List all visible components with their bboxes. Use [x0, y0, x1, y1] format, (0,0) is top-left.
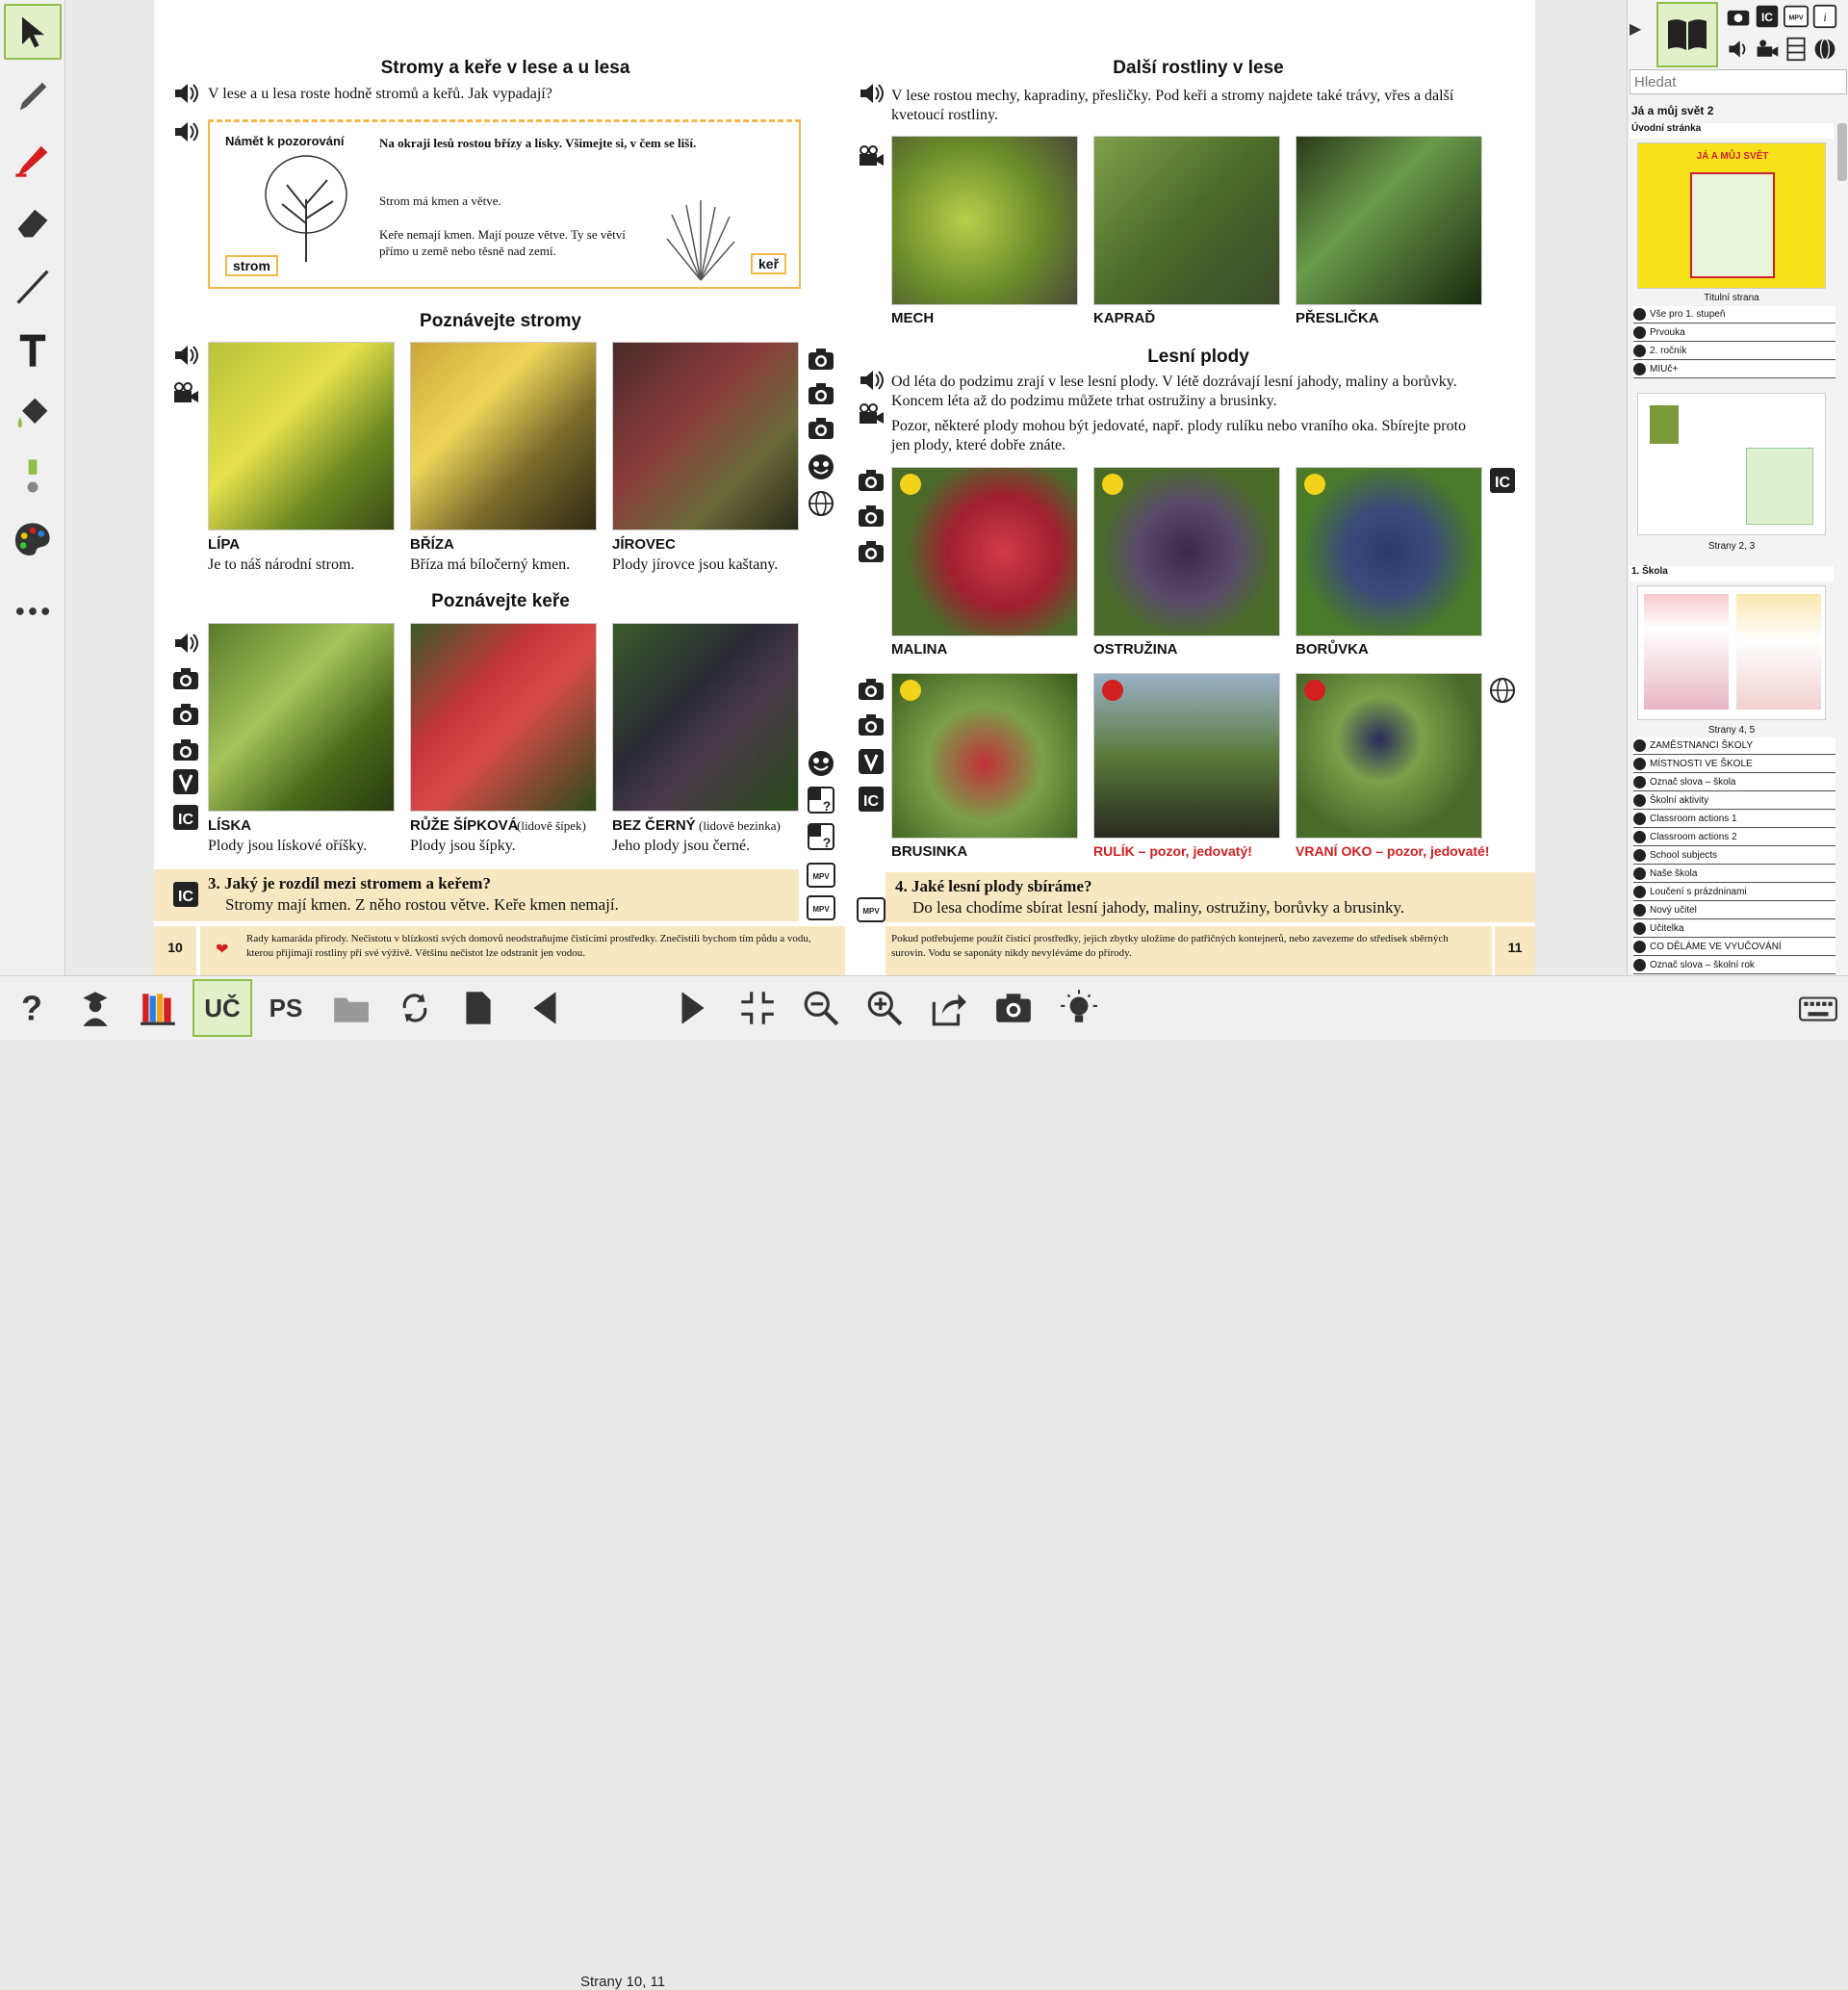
- collapse-arrows-icon: [737, 988, 778, 1028]
- books-icon: [139, 988, 179, 1028]
- zoom-in-icon: [864, 988, 905, 1028]
- info-filter-icon[interactable]: [1812, 4, 1837, 29]
- photo-camera-icon[interactable]: [857, 675, 886, 704]
- footer-text-right: Pokud potřebujeme použít čisticí prostředky, jejich zbytky uložíme do patřičných kontejnerů, nebo zavezeme do středisek sběrných surovin. Vodu se saponáty nikdy nevyléváme do přírody.: [891, 933, 1449, 959]
- photo-briza[interactable]: [410, 342, 597, 530]
- plant-name: KAPRAĎ: [1093, 310, 1156, 326]
- ic-icon[interactable]: [171, 880, 200, 909]
- ic-icon: [1633, 813, 1646, 825]
- ic-icon[interactable]: [857, 785, 886, 814]
- photo-camera-icon[interactable]: [857, 502, 886, 530]
- plant-name: MECH: [891, 310, 935, 326]
- bush-name: RŮŽE ŠÍPKOVÁ: [410, 817, 519, 834]
- camera-icon: [993, 988, 1034, 1028]
- audio-filter-icon[interactable]: [1726, 37, 1751, 62]
- page-thumbnail-2-3[interactable]: [1637, 393, 1826, 535]
- fit-screen-button[interactable]: [728, 979, 787, 1037]
- bush-drawing: [662, 195, 739, 282]
- more-dots-icon: [12, 590, 54, 633]
- arrow-right-icon: [672, 988, 712, 1028]
- cover-title: JÁ A MŮJ SVĚT: [1696, 151, 1769, 162]
- plant-name: PŘESLIČKA: [1296, 310, 1379, 326]
- photo-camera-icon[interactable]: [857, 711, 886, 739]
- photo-brusinka[interactable]: [891, 673, 1078, 839]
- palette-icon: [12, 519, 54, 561]
- video-camera-icon[interactable]: [857, 401, 886, 429]
- lightbulb-icon: [1059, 988, 1099, 1028]
- heart-icon: ❤: [216, 942, 229, 958]
- trees-title: Poznávejte stromy: [420, 311, 581, 331]
- section-title: 1. Škola: [1630, 566, 1834, 581]
- fruits-text1: Od léta do podzimu zrají v lese lesní plody. V létě dozrávají lesní jahody, maliny a borůvky. Koncem léta až do podzimu můžete trhat ostružiny a brusinky.: [891, 374, 1457, 409]
- panel-collapse-icon[interactable]: ▶: [1630, 21, 1642, 38]
- photo-lipa[interactable]: [208, 342, 395, 530]
- sync-icon: [395, 988, 435, 1028]
- resource-link[interactable]: Loučení s prázdninami: [1633, 884, 1835, 901]
- paint-bucket-icon: [12, 392, 54, 434]
- keyboard-icon: [1798, 988, 1838, 1028]
- resource-link[interactable]: CO DĚLÁME VE VYUČOVÁNÍ: [1633, 939, 1835, 956]
- speaker-icon[interactable]: [171, 341, 200, 370]
- document-icon: [458, 988, 499, 1028]
- photo-camera-icon[interactable]: [171, 700, 200, 729]
- ic-icon: [1633, 849, 1646, 862]
- speaker-icon[interactable]: [171, 629, 200, 658]
- video-camera-icon[interactable]: [857, 142, 886, 171]
- fruit-name: MALINA: [891, 641, 948, 658]
- box-text2: Strom má kmen a větve.: [379, 194, 501, 208]
- photo-camera-icon[interactable]: [857, 466, 886, 495]
- resource-link[interactable]: ZAMĚSTNANCI ŠKOLY: [1633, 737, 1835, 755]
- globe-icon: [1633, 363, 1646, 375]
- tree-desc: Je to náš národní strom.: [208, 556, 355, 573]
- help-button[interactable]: [2, 979, 62, 1037]
- resource-link[interactable]: Naše škola: [1633, 866, 1835, 883]
- tree-desc: Bříza má bíločerný kmen.: [410, 556, 571, 573]
- photo-camera-icon[interactable]: [807, 379, 835, 408]
- photo-boruvka[interactable]: [1296, 467, 1482, 636]
- thumb-caption: Titulní strana: [1704, 293, 1759, 303]
- resource-link[interactable]: 2. ročník: [1633, 343, 1835, 360]
- svg-text:?: ?: [21, 989, 42, 1028]
- svg-text:MPV: MPV: [812, 872, 830, 881]
- search-input[interactable]: [1630, 69, 1847, 94]
- line-icon: [12, 265, 54, 307]
- arrow-left-icon: [526, 988, 566, 1028]
- ic-icon: [1633, 776, 1646, 788]
- bush-desc: Plody jsou šípky.: [410, 838, 516, 854]
- video-icon: [1633, 758, 1646, 770]
- question-mark-icon: [12, 988, 52, 1028]
- bush-note: (lidově bezinka): [699, 818, 781, 833]
- speaker-icon[interactable]: [171, 117, 200, 146]
- smiley-safe-icon: [900, 474, 921, 495]
- svg-text:MPV: MPV: [862, 907, 880, 916]
- keyboard-button[interactable]: [1788, 979, 1848, 1037]
- globe-icon: [1633, 308, 1646, 321]
- answer-right: Do lesa chodíme sbírat lesní jahody, maliny, ostružiny, borůvky a brusinky.: [912, 898, 1405, 917]
- page-indicator: Strany 10, 11: [580, 1974, 666, 1990]
- label-bush: keř: [751, 253, 786, 274]
- right-intro: V lese rostou mechy, kapradiny, přesličky. Pod keři a stromy najdete také trávy, vřes a další kvetoucí rostliny.: [891, 88, 1454, 123]
- question-right: 4. Jaké lesní plody sbíráme?: [895, 877, 1092, 895]
- thumb-caption: Strany 2, 3: [1707, 541, 1756, 552]
- left-intro: V lese a u lesa roste hodně stromů a keřů. Jak vypadají?: [208, 86, 552, 102]
- bush-desc: Plody jsou lískové oříšky.: [208, 838, 368, 854]
- poison-warning: RULÍK – pozor, jedovatý!: [1093, 843, 1252, 859]
- svg-text:MPV: MPV: [1788, 14, 1804, 22]
- teacher-mode-button[interactable]: UČ: [192, 979, 252, 1037]
- page-button[interactable]: [449, 979, 508, 1037]
- bush-desc: Jeho plody jsou černé.: [612, 838, 751, 854]
- size-tool[interactable]: [4, 449, 62, 504]
- photo-camera-icon[interactable]: [171, 664, 200, 693]
- ic-icon: [1633, 831, 1646, 843]
- ic-icon: [1633, 959, 1646, 971]
- photo-liska[interactable]: [208, 623, 395, 812]
- resource-link[interactable]: Prvouka: [1633, 324, 1835, 342]
- mpv-icon: [1633, 922, 1646, 935]
- open-folder-button[interactable]: [321, 979, 381, 1037]
- left-page-title: Stromy a keře v lese a u lesa: [380, 58, 630, 78]
- photo-preslicka[interactable]: [1296, 136, 1482, 305]
- line-tool[interactable]: [4, 258, 62, 314]
- speaker-icon[interactable]: [857, 79, 886, 108]
- poison-warning: VRANÍ OKO – pozor, jedovaté!: [1296, 843, 1490, 859]
- smiley-game-icon[interactable]: [807, 452, 835, 481]
- video-icon: [1633, 941, 1646, 953]
- arrow-cursor-icon: [12, 11, 54, 53]
- svg-text:IC: IC: [863, 793, 879, 810]
- resource-link[interactable]: Classroom actions 1: [1633, 811, 1835, 828]
- mpv-icon[interactable]: [807, 893, 835, 922]
- fruit-name: BORŮVKA: [1296, 641, 1369, 658]
- left-toolbar: [0, 0, 65, 975]
- photo-ostruzina[interactable]: [1093, 467, 1280, 636]
- speaker-icon[interactable]: [857, 366, 886, 395]
- page-number-left: 10: [167, 940, 183, 955]
- thumb-page-4: [1644, 594, 1729, 710]
- photo-camera-icon[interactable]: [857, 537, 886, 566]
- eraser-tool[interactable]: [4, 194, 62, 250]
- textbook-spread: [154, 0, 1535, 975]
- photo-ruze[interactable]: [410, 623, 597, 812]
- checkmark-exercise-icon[interactable]: [171, 767, 200, 796]
- photo-jirovec[interactable]: [612, 342, 799, 530]
- workbook-button[interactable]: PS: [269, 993, 303, 1022]
- mpv-icon[interactable]: [807, 861, 835, 890]
- text-tool[interactable]: [4, 322, 62, 377]
- fruits-title: Lesní plody: [1147, 347, 1249, 367]
- tree-drawing: [258, 151, 354, 267]
- right-panel: [1627, 0, 1848, 975]
- red-marker-icon: [12, 138, 54, 180]
- thumb-caption: Strany 4, 5: [1707, 725, 1756, 736]
- globe-icon: [1633, 326, 1646, 339]
- zoom-in-button[interactable]: [855, 979, 914, 1037]
- marker-tool[interactable]: [4, 131, 62, 187]
- photo-camera-icon[interactable]: [807, 414, 835, 443]
- answer-left: Stromy mají kmen. Z něho rostou větve. Keře kmen nemají.: [225, 895, 619, 914]
- photo-bez[interactable]: [612, 623, 799, 812]
- resource-link[interactable]: Classroom actions 2: [1633, 829, 1835, 846]
- resource-link[interactable]: MIUč+: [1633, 361, 1835, 378]
- ic-icon[interactable]: [1488, 466, 1517, 495]
- refresh-button[interactable]: [385, 979, 445, 1037]
- pencil-tool[interactable]: [4, 67, 62, 123]
- photo-camera-icon[interactable]: [171, 736, 200, 764]
- section-title: Úvodní stránka: [1630, 123, 1834, 139]
- photo-vrani-oko[interactable]: [1296, 673, 1482, 839]
- globe-link-icon[interactable]: [807, 489, 835, 518]
- size-dot-icon: [12, 455, 54, 498]
- teacher-button[interactable]: [65, 979, 125, 1037]
- thumb-table: [1746, 448, 1813, 525]
- globe-icon: [1633, 345, 1646, 357]
- right-page-title: Další rostliny v lese: [1113, 58, 1284, 78]
- bush-name: BEZ ČERNÝ: [612, 817, 696, 834]
- text-t-icon: [12, 328, 54, 371]
- mpv-icon: [1633, 886, 1646, 898]
- svg-text:?: ?: [822, 798, 832, 814]
- question-puzzle-icon[interactable]: [807, 786, 835, 814]
- question-left: 3. Jaký je rozdíl mezi stromem a keřem?: [208, 874, 491, 892]
- photo-mech[interactable]: [891, 136, 1078, 305]
- next-page-button[interactable]: [662, 979, 722, 1037]
- label-tree: strom: [225, 255, 278, 276]
- book-title: Já a můj svět 2: [1631, 104, 1714, 117]
- video-camera-icon[interactable]: [171, 379, 200, 408]
- resource-link[interactable]: School subjects: [1633, 847, 1835, 865]
- svg-text:?: ?: [822, 835, 832, 850]
- question-puzzle-icon[interactable]: [807, 822, 835, 851]
- video-filter-icon[interactable]: [1755, 37, 1780, 62]
- footer-text-left: Rady kamaráda přírody. Nečistotu v blízkosti svých domovů neodstraňujme čisticími prostředky. Znečistili bychom tím půdu a vodu, kterou přijímají rostliny při své výživě. Většinu nečistot lze odstranit jen vodou.: [246, 933, 811, 959]
- resource-link[interactable]: MÍSTNOSTI VE ŠKOLE: [1633, 756, 1835, 773]
- cover-picture: [1690, 172, 1775, 278]
- globe-filter-icon[interactable]: [1812, 37, 1837, 62]
- page-thumbnail-4-5[interactable]: [1637, 585, 1826, 720]
- smiley-poison-icon: [1304, 680, 1325, 701]
- smiley-safe-icon: [1304, 474, 1325, 495]
- svg-text:IC: IC: [178, 812, 193, 828]
- fruit-name: BRUSINKA: [891, 843, 968, 860]
- library-button[interactable]: [129, 979, 189, 1037]
- resource-link[interactable]: Učitelka: [1633, 920, 1835, 938]
- resource-link[interactable]: Vše pro 1. stupeň: [1633, 306, 1835, 323]
- svg-text:IC: IC: [178, 889, 193, 905]
- more-tool[interactable]: [4, 583, 62, 639]
- observation-box: [208, 119, 801, 289]
- folder-icon: [331, 988, 372, 1028]
- photo-malina[interactable]: [891, 467, 1078, 636]
- ic-icon: [1633, 794, 1646, 807]
- tree-name: BŘÍZA: [410, 536, 454, 553]
- box-text3: Keře nemají kmen. Mají pouze větve. Ty se větví přímo u země nebo těsně nad zemí.: [379, 227, 626, 258]
- svg-text:IC: IC: [1495, 475, 1510, 491]
- panel-scrollbar[interactable]: [1837, 123, 1847, 181]
- globe-link-icon[interactable]: [1488, 676, 1517, 705]
- page-number-right: 11: [1507, 940, 1523, 955]
- pencil-icon: [12, 74, 54, 116]
- tree-name: LÍPA: [208, 536, 241, 553]
- resource-link[interactable]: Označ slova – škola: [1633, 774, 1835, 791]
- video-icon: [1633, 739, 1646, 752]
- mpv-filter-icon[interactable]: [1784, 4, 1809, 29]
- speaker-icon[interactable]: [171, 79, 200, 108]
- photo-filter-icon[interactable]: [1726, 4, 1751, 29]
- svg-text:i: i: [1823, 11, 1827, 25]
- bush-name: LÍSKA: [208, 817, 251, 834]
- photo-camera-icon[interactable]: [807, 345, 835, 374]
- fruit-name: OSTRUŽINA: [1093, 641, 1178, 658]
- cover-thumbnail[interactable]: [1637, 142, 1826, 289]
- smiley-game-icon[interactable]: [807, 749, 835, 778]
- svg-text:IC: IC: [1760, 11, 1774, 25]
- smiley-poison-icon: [1102, 680, 1123, 701]
- box-text1: Na okraji lesů rostou břízy a lísky. Všimejte si, v čem se liší.: [379, 136, 697, 150]
- share-button[interactable]: [918, 979, 978, 1037]
- tree-desc: Plody jírovce jsou kaštany.: [612, 556, 779, 573]
- ic-icon[interactable]: [171, 803, 200, 832]
- resource-link[interactable]: Školní aktivity: [1633, 792, 1835, 810]
- bushes-title: Poznávejte keře: [431, 591, 570, 611]
- book-view-button[interactable]: [1656, 2, 1718, 67]
- fruits-text2: Pozor, některé plody mohou být jedovaté, např. plody rulíku nebo vraního oka. Sbírejte proto jen plody, které dobře znáte.: [891, 418, 1467, 453]
- thumb-cover-mini: [1650, 405, 1679, 444]
- box-title: Námět k pozorování: [225, 134, 345, 148]
- thumb-page-5: [1736, 594, 1821, 710]
- smiley-safe-icon: [900, 680, 921, 701]
- photo-kapradi[interactable]: [1093, 136, 1280, 305]
- mpv-icon: [1633, 867, 1646, 880]
- eraser-icon: [12, 201, 54, 244]
- spotlight-button[interactable]: [1049, 979, 1109, 1037]
- open-book-icon: [1665, 15, 1709, 54]
- film-filter-icon[interactable]: [1784, 37, 1809, 62]
- resource-link[interactable]: Nový učitel: [1633, 902, 1835, 919]
- zoom-out-button[interactable]: [791, 979, 851, 1037]
- tree-name: JÍROVEC: [612, 536, 676, 553]
- smiley-safe-icon: [1102, 474, 1123, 495]
- screenshot-button[interactable]: [984, 979, 1043, 1037]
- fill-tool[interactable]: [4, 385, 62, 441]
- mpv-icon: [1633, 904, 1646, 917]
- resource-link[interactable]: Označ slova – školní rok: [1633, 957, 1835, 974]
- ic-filter-icon[interactable]: [1755, 4, 1780, 29]
- bush-note: (lidově šípek): [517, 818, 586, 833]
- mpv-icon[interactable]: [857, 895, 886, 924]
- checkmark-exercise-icon[interactable]: [857, 747, 886, 776]
- share-icon: [928, 988, 968, 1028]
- bottom-toolbar: [0, 975, 1848, 1990]
- graduate-icon: [75, 988, 116, 1028]
- select-tool[interactable]: [4, 4, 62, 60]
- svg-text:MPV: MPV: [812, 905, 830, 914]
- color-tool[interactable]: [4, 512, 62, 568]
- zoom-out-icon: [801, 988, 841, 1028]
- photo-rulik[interactable]: [1093, 673, 1280, 839]
- prev-page-button[interactable]: [516, 979, 576, 1037]
